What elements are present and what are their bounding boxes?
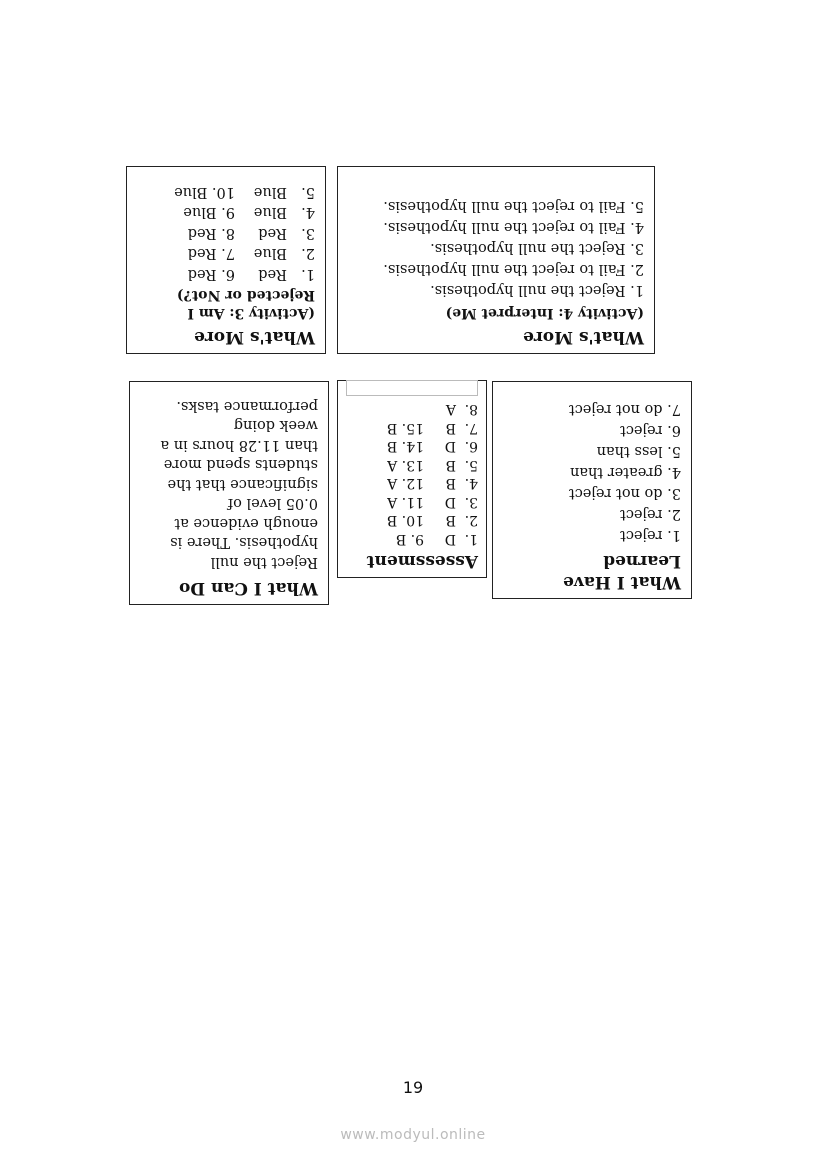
item-answer: D <box>444 438 456 455</box>
item-answer: B <box>445 512 456 529</box>
item-answer: Red <box>258 225 287 241</box>
paragraph-line: week doing <box>233 417 318 434</box>
item-answer: 13. A <box>387 457 424 473</box>
card-title: What's More <box>194 327 315 347</box>
item-number: 3. <box>464 494 478 510</box>
card-what-i-have-learned <box>492 381 692 599</box>
paragraph-line: significance that the <box>167 476 318 492</box>
item-answer: D <box>444 494 456 510</box>
item-number: 3. <box>301 225 315 241</box>
item-answer: Blue <box>253 245 287 262</box>
answer-list <box>137 182 315 285</box>
paragraph-line: Reject the null <box>210 554 318 570</box>
item-number: 4. <box>301 204 315 221</box>
watermark: www.modyul.online <box>340 1127 486 1143</box>
list-item: 2. reject <box>620 506 681 522</box>
paragraph-line: enough evidence at <box>174 515 318 531</box>
item-answer: 9. B <box>395 531 424 547</box>
item-answer: D <box>444 531 456 547</box>
card-whats-more-activity-3 <box>126 166 326 354</box>
item-answer: B <box>445 420 456 436</box>
card-title: Assessment <box>366 551 478 571</box>
item-number: 1. <box>301 266 315 282</box>
paragraph-line: students spend more <box>163 456 318 473</box>
item-answer: Blue <box>253 184 287 200</box>
item-answer: Blue <box>253 204 287 221</box>
item-number: 1. <box>464 531 478 547</box>
list-item: 5. less than <box>596 443 681 459</box>
item-number: 2. <box>464 512 478 529</box>
card-assessment <box>337 380 487 578</box>
paragraph-line: hypothesis. There is <box>170 534 318 551</box>
paragraph-line: performance tasks. <box>176 398 318 414</box>
page-number: 19 <box>402 1078 424 1097</box>
card-title: What I Can Do <box>178 578 318 598</box>
item-answer: 7. Red <box>187 245 235 262</box>
item-number: 6. <box>464 438 478 455</box>
paragraph-line: 0.05 level of <box>227 495 318 512</box>
item-number: 5. <box>301 184 315 200</box>
list-item: 2. Fail to reject the null hypothesis. <box>383 261 644 277</box>
card-subtitle: Rejected or Not?) <box>176 287 315 303</box>
item-answer: A <box>445 401 456 418</box>
item-number: 5. <box>464 457 478 473</box>
item-answer: 9. Blue <box>183 204 235 221</box>
card-subtitle: (Activity 4: Interpret Me) <box>445 305 644 321</box>
item-number: 7. <box>464 420 478 436</box>
list-item: 5. Fail to reject the null hypothesis. <box>383 198 644 214</box>
item-answer: 10. B <box>386 512 424 529</box>
item-answer: B <box>445 457 456 473</box>
card-what-i-can-do <box>129 381 329 605</box>
empty-field <box>346 380 478 396</box>
item-number: 4. <box>464 475 478 492</box>
list-item: 6. reject <box>620 422 681 438</box>
paragraph-line: than 11.28 hours in a <box>160 437 318 453</box>
item-number: 8. <box>464 401 478 418</box>
list-item: 7. do not reject <box>568 401 681 417</box>
item-answer <box>388 400 424 419</box>
item-answer: 11. A <box>387 494 424 510</box>
card-whats-more-activity-4 <box>337 166 655 354</box>
answer-key <box>346 400 478 548</box>
list-item: 1. Reject the null hypothesis. <box>430 282 644 298</box>
item-answer: 6. Red <box>187 266 235 282</box>
list-item: 1. reject <box>620 527 681 543</box>
item-answer: 15. B <box>386 420 424 436</box>
list-item: 3. do not reject <box>568 485 681 501</box>
list-item: 3. Reject the null hypothesis. <box>430 240 644 256</box>
card-title: What's More <box>523 327 644 347</box>
item-answer: Red <box>258 266 287 282</box>
item-answer: 12. A <box>387 475 424 492</box>
item-answer: 8. Red <box>187 225 235 241</box>
item-number: 2. <box>301 245 315 262</box>
card-subtitle: (Activity 3: Am I <box>187 305 315 321</box>
card-title: Learned <box>603 551 681 571</box>
item-answer: 14. B <box>386 438 424 455</box>
list-item: 4. greater than <box>570 464 681 480</box>
list-item: 4. Fail to reject the null hypothesis. <box>383 219 644 235</box>
item-answer: 10. Blue <box>174 184 235 200</box>
card-title: What I Have <box>563 572 681 592</box>
item-answer: B <box>445 475 456 492</box>
